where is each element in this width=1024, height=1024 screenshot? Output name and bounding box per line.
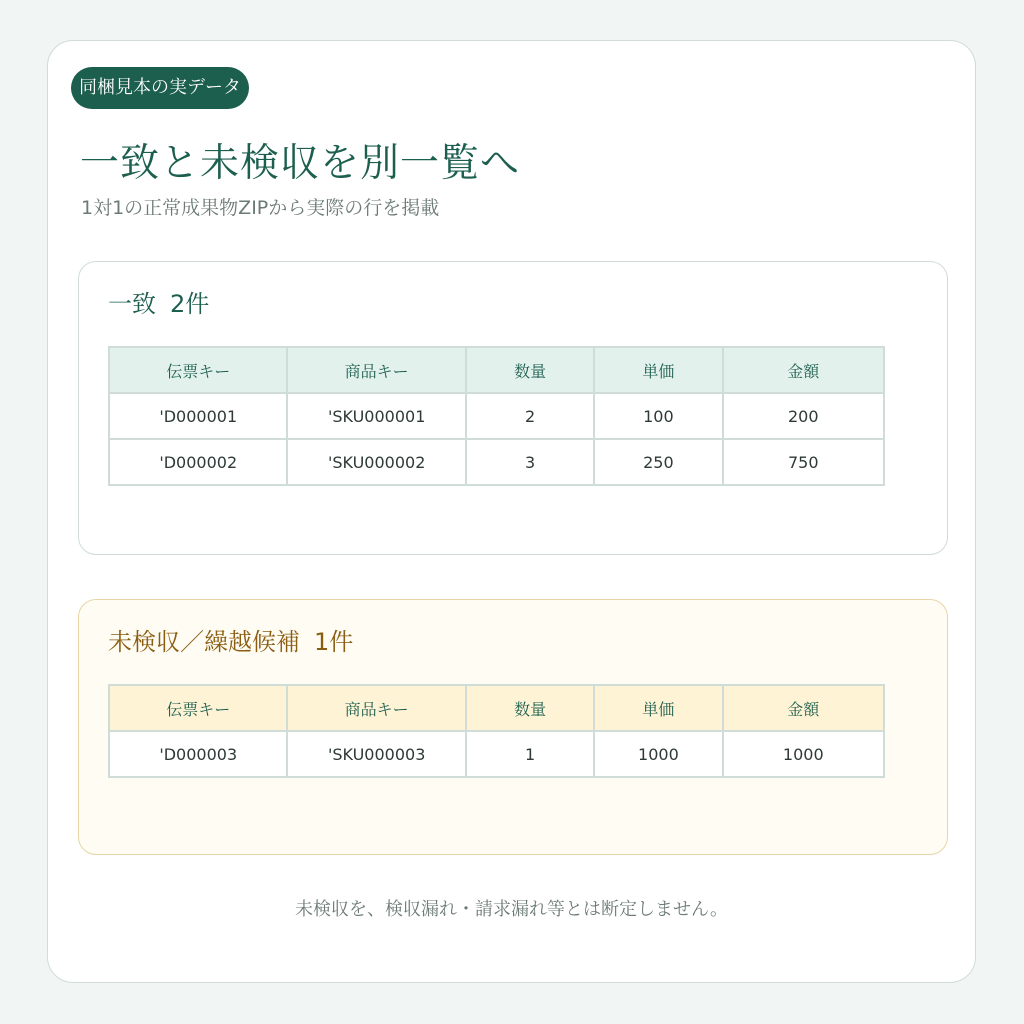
cell-product-key: 'SKU000002 [287, 439, 465, 485]
cell-amount: 1000 [723, 731, 884, 777]
disclaimer-note: 未検収を、検収漏れ・請求漏れ等とは断定しません。 [294, 899, 729, 920]
pending-heading-label: 未検収／繰越候補 [108, 628, 300, 656]
cell-slip-key: 'D000002 [109, 439, 287, 485]
table-header-row [109, 685, 884, 731]
column-header-amount: 金額 [723, 347, 884, 393]
cell-unit-price: 250 [594, 439, 722, 485]
cell-quantity: 2 [466, 393, 594, 439]
column-header-unit-price: 単価 [594, 685, 722, 731]
cell-product-key: 'SKU000003 [287, 731, 465, 777]
cell-amount: 200 [723, 393, 884, 439]
cell-quantity: 1 [466, 731, 594, 777]
cell-quantity: 3 [466, 439, 594, 485]
table-row [109, 439, 884, 485]
pending-panel [78, 599, 948, 855]
pending-count: 1件 [314, 628, 354, 656]
page-title: 一致と未検収を別一覧へ [80, 141, 521, 186]
column-header-product-key: 商品キー [287, 347, 465, 393]
page-subtitle: 1対1の正常成果物ZIPから実際の行を掲載 [81, 197, 440, 219]
column-header-unit-price: 単価 [594, 347, 722, 393]
main-card [47, 40, 976, 983]
column-header-slip-key: 伝票キー [109, 685, 287, 731]
column-header-amount: 金額 [723, 685, 884, 731]
column-header-product-key: 商品キー [287, 685, 465, 731]
cell-amount: 750 [723, 439, 884, 485]
cell-unit-price: 1000 [594, 731, 722, 777]
column-header-quantity: 数量 [466, 685, 594, 731]
matched-table [108, 346, 885, 486]
cell-slip-key: 'D000001 [109, 393, 287, 439]
cell-slip-key: 'D000003 [109, 731, 287, 777]
cell-unit-price: 100 [594, 393, 722, 439]
pending-heading [108, 625, 353, 659]
sample-data-badge: 同梱見本の実データ [71, 67, 249, 109]
table-row [109, 731, 884, 777]
pending-table [108, 684, 885, 778]
matched-heading [108, 287, 209, 321]
matched-count: 2件 [170, 290, 210, 318]
matched-panel [78, 261, 948, 555]
cell-product-key: 'SKU000001 [287, 393, 465, 439]
matched-heading-label: 一致 [108, 290, 156, 318]
column-header-quantity: 数量 [466, 347, 594, 393]
column-header-slip-key: 伝票キー [109, 347, 287, 393]
table-header-row [109, 347, 884, 393]
table-row [109, 393, 884, 439]
